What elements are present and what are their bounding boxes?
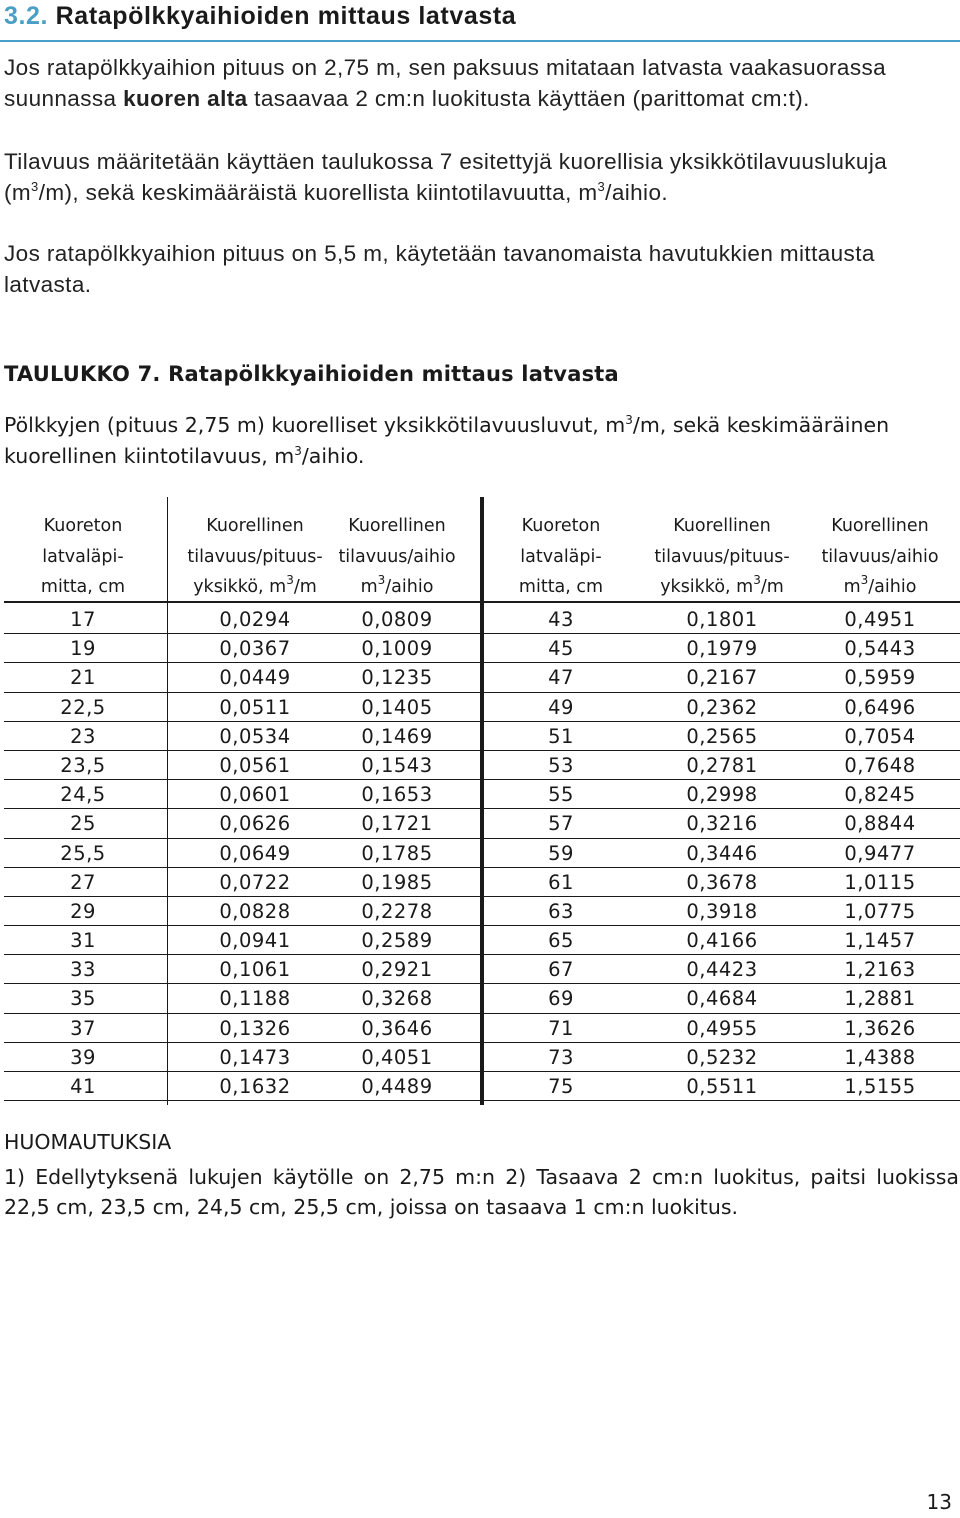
table-cell: 29 [70,899,96,923]
table-cell: 61 [548,870,574,894]
table-cell: 0,1801 [686,608,758,631]
table-row [0,1043,960,1072]
table-cell: 45 [548,637,574,661]
table-cell: 0,0941 [219,929,291,953]
table-cell: 55 [548,783,574,807]
table-cell: 0,0649 [219,841,291,865]
table-cell: 22,5 [60,695,106,719]
column-header [322,511,472,603]
table-row [0,984,960,1013]
table-cell: 0,4955 [686,1016,758,1040]
table-cell: 0,1721 [361,812,433,836]
column-header [637,511,807,603]
table-cell: 0,0534 [219,724,291,748]
column-header-line: tilavuus/aihio [821,546,939,567]
table-row [0,722,960,751]
table-cell: 0,4951 [844,608,916,631]
table-cell: 1,0115 [844,870,916,894]
paragraph-1-text-a: Jos ratapölkkyaihion pituus on 2,75 m, sen paksuus mitataan latvasta vaakasuorassa suunnassa [4,55,887,111]
column-header-line: Kuorellinen [673,516,771,536]
table-cell: 24,5 [60,783,106,807]
section-heading [4,2,516,31]
column-header-line: tilavuus/aihio [338,546,456,567]
column-header-unit: m [360,577,378,597]
column-header [486,511,636,603]
table-cell: 37 [70,1016,96,1040]
table-cell: 0,2998 [686,783,758,807]
table-cell: 0,4684 [686,987,758,1011]
table-cell: 0,1188 [219,987,291,1011]
superscript: 3 [597,179,606,194]
table-cell: 31 [70,929,96,953]
column-header-line: Kuorellinen [206,516,304,536]
table-cell: 0,2921 [361,958,433,982]
superscript: 3 [286,573,294,587]
table-cell: 63 [548,899,574,923]
table-cell: 23,5 [60,753,106,777]
table-cell: 0,3918 [686,899,758,923]
table-row [0,663,960,692]
table-cell: 0,0294 [219,608,291,631]
table-row [0,780,960,809]
table-cell: 0,4051 [361,1045,433,1069]
table-cell: 0,3446 [686,841,758,865]
measurement-table [0,497,960,1098]
table-row [0,926,960,955]
column-header-line [322,572,472,603]
column-header-unit-suffix: /aihio [385,577,434,597]
table-cell: 21 [70,666,96,690]
table-cell: 0,6496 [844,695,916,719]
column-header-line: tilavuus/pituus- [187,546,323,567]
column-header-line: Kuorellinen [348,516,446,536]
table-cell: 1,3626 [844,1016,916,1040]
table-cell: 57 [548,812,574,836]
superscript: 3 [31,179,39,194]
table-row [0,693,960,722]
table-cell: 0,0449 [219,666,291,690]
table-cell: 0,0828 [219,899,291,923]
table-cell: 51 [548,724,574,748]
table-row [0,955,960,984]
table-cell: 0,5443 [844,637,916,661]
table-row [0,751,960,780]
column-header-line: Kuoreton [43,516,123,536]
table-cell: 1,1457 [844,929,916,953]
table-caption [4,410,956,472]
table-cell: 0,7648 [844,753,916,777]
table-cell: 75 [548,1075,574,1098]
column-header-unit-suffix: /m [760,577,784,597]
table-cell: 0,5959 [844,666,916,690]
table-cell: 0,5511 [686,1075,758,1098]
table-cell: 0,1785 [361,841,433,865]
table-cell: 0,5232 [686,1045,758,1069]
table-cell: 0,3268 [361,987,433,1011]
column-header-unit: mitta, cm [40,577,126,597]
column-header-line [800,572,960,603]
paragraph-1-bold: kuoren alta [123,86,248,111]
column-header [170,511,340,603]
page-number: 13 [926,1490,952,1514]
table-cell: 0,1405 [361,695,433,719]
paragraph-1-text-b: tasaavaa 2 cm:n luokitusta käyttäen (parittomat cm:t). [247,86,810,111]
table-cell: 59 [548,841,574,865]
table-cell: 0,0809 [361,608,433,631]
column-header-line [637,572,807,603]
table-cell: 0,4489 [361,1075,433,1098]
caption-text-c: /aihio. [301,444,365,468]
table-cell: 0,1653 [361,783,433,807]
table-cell: 0,2167 [686,666,758,690]
paragraph-2 [4,146,956,208]
table-cell: 0,3646 [361,1016,433,1040]
column-header [3,511,163,603]
notes-title: HUOMAUTUKSIA [4,1130,172,1154]
table-cell: 17 [70,608,96,631]
table-cell: 73 [548,1045,574,1069]
table-cell: 53 [548,753,574,777]
paragraph-2-text-c: /aihio. [605,180,669,205]
table-cell: 0,2781 [686,753,758,777]
table-cell: 0,2362 [686,695,758,719]
column-header-line: Kuorellinen [831,516,929,536]
column-header-unit: m [843,577,861,597]
table-cell: 41 [70,1075,96,1098]
table-cell: 0,4166 [686,929,758,953]
table-cell: 0,2278 [361,899,433,923]
table-row [0,809,960,838]
table-cell: 0,1473 [219,1045,291,1069]
table-cell: 0,0561 [219,753,291,777]
table-cell: 49 [548,695,574,719]
table-row [0,605,960,634]
superscript: 3 [625,413,633,427]
table-cell: 1,2163 [844,958,916,982]
table-cell: 0,1632 [219,1075,291,1098]
table-cell: 0,4423 [686,958,758,982]
table-row [0,1072,960,1101]
superscript: 3 [377,573,386,587]
notes-text: 1) Edellytyksenä lukujen käytölle on 2,75 m:n 2) Tasaava 2 cm:n luokitus, paitsi luokissa 22,5 cm, 23,5 cm, 24,5 cm, 25,5 cm, joissa on tasaava 1 cm:n luokitus. [4,1165,959,1219]
table-caption-title: TAULUKKO 7. Ratapölkkyaihioiden mittaus latvasta [4,362,619,386]
column-header-unit-suffix: /aihio [868,577,917,597]
table-cell: 43 [548,608,574,631]
table-cell: 39 [70,1045,96,1069]
table-cell: 0,9477 [844,841,916,865]
table-cell: 1,0775 [844,899,916,923]
table-cell: 0,0626 [219,812,291,836]
table-cell: 0,1326 [219,1016,291,1040]
table-cell: 25 [70,812,96,836]
table-cell: 1,4388 [844,1045,916,1069]
table-row [0,897,960,926]
table-cell: 0,8844 [844,812,916,836]
table-cell: 0,3678 [686,870,758,894]
column-header-line [170,572,340,603]
column-header-unit-suffix: /m [293,577,317,597]
table-cell: 0,0511 [219,695,291,719]
caption-text-a: Pölkkyjen (pituus 2,75 m) kuorelliset yksikkötilavuusluvut, m [4,413,626,437]
table-cell: 47 [548,666,574,690]
table-cell: 0,1009 [361,637,433,661]
section-number: 3.2. [4,2,49,30]
table-cell: 0,2589 [361,929,433,953]
superscript: 3 [860,573,869,587]
table-cell: 25,5 [60,841,106,865]
table-row [0,868,960,897]
table-cell: 0,7054 [844,724,916,748]
table-cell: 27 [70,870,96,894]
table-cell: 0,0722 [219,870,291,894]
table-row [0,634,960,663]
column-header-unit: yksikkö, m [193,577,287,597]
table-cell: 0,1061 [219,958,291,982]
table-body [0,605,960,1101]
caption-text-b: /m, sekä keskimääräinen kuorellinen kiintotilavuus, m [4,413,890,468]
paragraph-2-text-b: /m), sekä keskimääräistä kuorellista kiintotilavuutta, m [38,180,598,205]
column-header-line [486,572,636,603]
table-cell: 1,5155 [844,1075,916,1098]
table-cell: 0,0367 [219,637,291,661]
table-cell: 0,2565 [686,724,758,748]
column-header-line: latvaläpi- [520,546,602,567]
column-header-unit: mitta, cm [518,577,604,597]
heading-rule [0,40,960,42]
paragraph-3: Jos ratapölkkyaihion pituus on 5,5 m, käytetään tavanomaista havutukkien mittausta latvasta. [4,241,875,297]
table-cell: 0,1985 [361,870,433,894]
table-cell: 35 [70,987,96,1011]
table-cell: 0,8245 [844,783,916,807]
table-cell: 23 [70,724,96,748]
table-cell: 0,1979 [686,637,758,661]
table-cell: 19 [70,637,96,661]
superscript: 3 [753,573,761,587]
table-row [0,1014,960,1043]
table-cell: 1,2881 [844,987,916,1011]
table-cell: 65 [548,929,574,953]
column-header-line: tilavuus/pituus- [654,546,790,567]
table-cell: 33 [70,958,96,982]
table-cell: 0,0601 [219,783,291,807]
section-title: Ratapölkkyaihioiden mittaus latvasta [55,2,517,30]
column-header-line: latvaläpi- [42,546,124,567]
column-header-line [3,572,163,603]
table-cell: 0,1543 [361,753,433,777]
column-header [800,511,960,603]
table-cell: 71 [548,1016,574,1040]
table-cell: 0,1469 [361,724,433,748]
table-cell: 0,1235 [361,666,433,690]
column-header-line: Kuoreton [521,516,601,536]
column-header-unit: yksikkö, m [660,577,754,597]
table-cell: 67 [548,958,574,982]
paragraph-1 [4,52,956,114]
table-row [0,839,960,868]
paragraph-2-text-a: Tilavuus määritetään käyttäen taulukossa 7 esitettyjä kuorellisia yksikkötilavuuslukuja (m [4,149,888,205]
superscript: 3 [294,444,302,458]
table-cell: 0,3216 [686,812,758,836]
table-cell: 69 [548,987,574,1011]
